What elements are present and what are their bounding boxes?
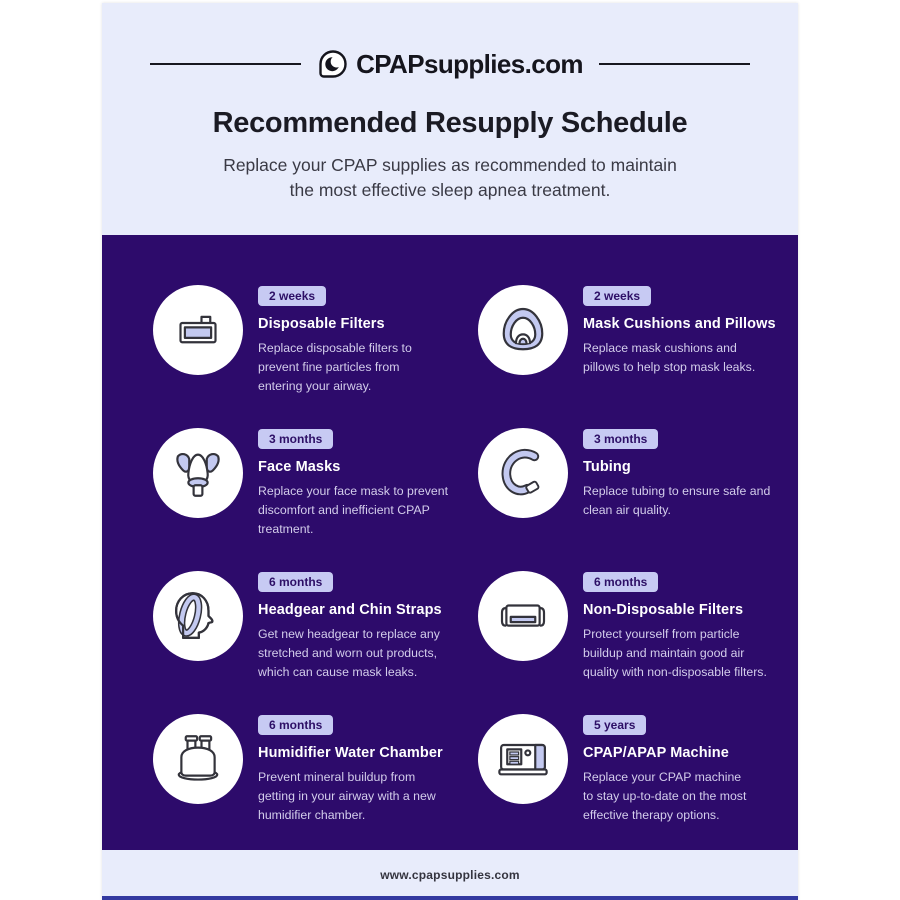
schedule-item-headgear-chin-straps — [153, 571, 478, 714]
tubing-icon — [478, 428, 568, 518]
page-title: Recommended Resupply Schedule — [212, 107, 688, 139]
crescent-moon-bubble-icon — [317, 48, 349, 80]
item-description: Replace disposable filters to prevent fine particles from entering your airway. — [258, 341, 412, 393]
item-title: Humidifier Water Chamber — [258, 745, 443, 761]
interval-badge: 6 months — [258, 572, 333, 592]
page-subtitle: Replace your CPAP supplies as recommended to maintain the most effective sleep apnea treatment. — [223, 155, 677, 200]
schedule-item-mask-cushions — [478, 285, 798, 428]
schedule-item-humidifier-water-chamber — [153, 714, 478, 857]
infographic-page — [102, 3, 798, 900]
interval-badge: 6 months — [583, 572, 658, 592]
divider-line-right — [599, 63, 750, 65]
item-title: Non-Disposable Filters — [583, 602, 744, 618]
item-description: Replace tubing to ensure safe and clean air quality. — [583, 484, 771, 517]
item-title: Face Masks — [258, 459, 341, 475]
schedule-item-cpap-machine — [478, 714, 798, 857]
interval-badge: 6 months — [258, 715, 333, 735]
item-description: Get new headgear to replace any stretched and worn out products, which can cause mask leaks. — [258, 627, 440, 679]
item-description: Replace your CPAP machine to stay up-to-date on the most effective therapy options. — [583, 770, 747, 822]
item-title: Disposable Filters — [258, 316, 385, 332]
logo-text: CPAPsupplies.com — [356, 48, 583, 79]
disposable-filter-icon — [153, 285, 243, 375]
item-description: Prevent mineral buildup from getting in your airway with a new humidifier chamber. — [258, 770, 436, 822]
cpap-machine-icon — [478, 714, 568, 804]
next-page-edge — [102, 896, 798, 900]
interval-badge: 5 years — [583, 715, 646, 735]
interval-badge: 2 weeks — [258, 286, 326, 306]
divider-line-left — [150, 63, 301, 65]
item-title: Headgear and Chin Straps — [258, 602, 442, 618]
interval-badge: 3 months — [583, 429, 658, 449]
interval-badge: 3 months — [258, 429, 333, 449]
mask-cushion-icon — [478, 285, 568, 375]
headgear-chin-strap-icon — [153, 571, 243, 661]
schedule-item-face-masks — [153, 428, 478, 571]
schedule-item-disposable-filters — [153, 285, 478, 428]
brand-logo — [317, 48, 583, 80]
item-title: Mask Cushions and Pillows — [583, 316, 776, 332]
face-mask-icon — [153, 428, 243, 518]
humidifier-water-chamber-icon — [153, 714, 243, 804]
non-disposable-filter-icon — [478, 571, 568, 661]
item-description: Protect yourself from particle buildup and maintain good air quality with non-disposable filters. — [583, 627, 767, 679]
item-description: Replace your face mask to prevent discomfort and inefficient CPAP treatment. — [258, 484, 449, 536]
logo-divider-row — [150, 48, 750, 80]
item-title: CPAP/APAP Machine — [583, 745, 729, 761]
header — [102, 3, 798, 235]
footer-url: www.cpapsupplies.com — [380, 868, 520, 882]
item-description: Replace mask cushions and pillows to help stop mask leaks. — [583, 341, 756, 374]
footer — [102, 850, 798, 900]
resupply-schedule-panel — [102, 235, 798, 850]
interval-badge: 2 weeks — [583, 286, 651, 306]
schedule-item-non-disposable-filters — [478, 571, 798, 714]
item-title: Tubing — [583, 459, 631, 475]
schedule-item-tubing — [478, 428, 798, 571]
